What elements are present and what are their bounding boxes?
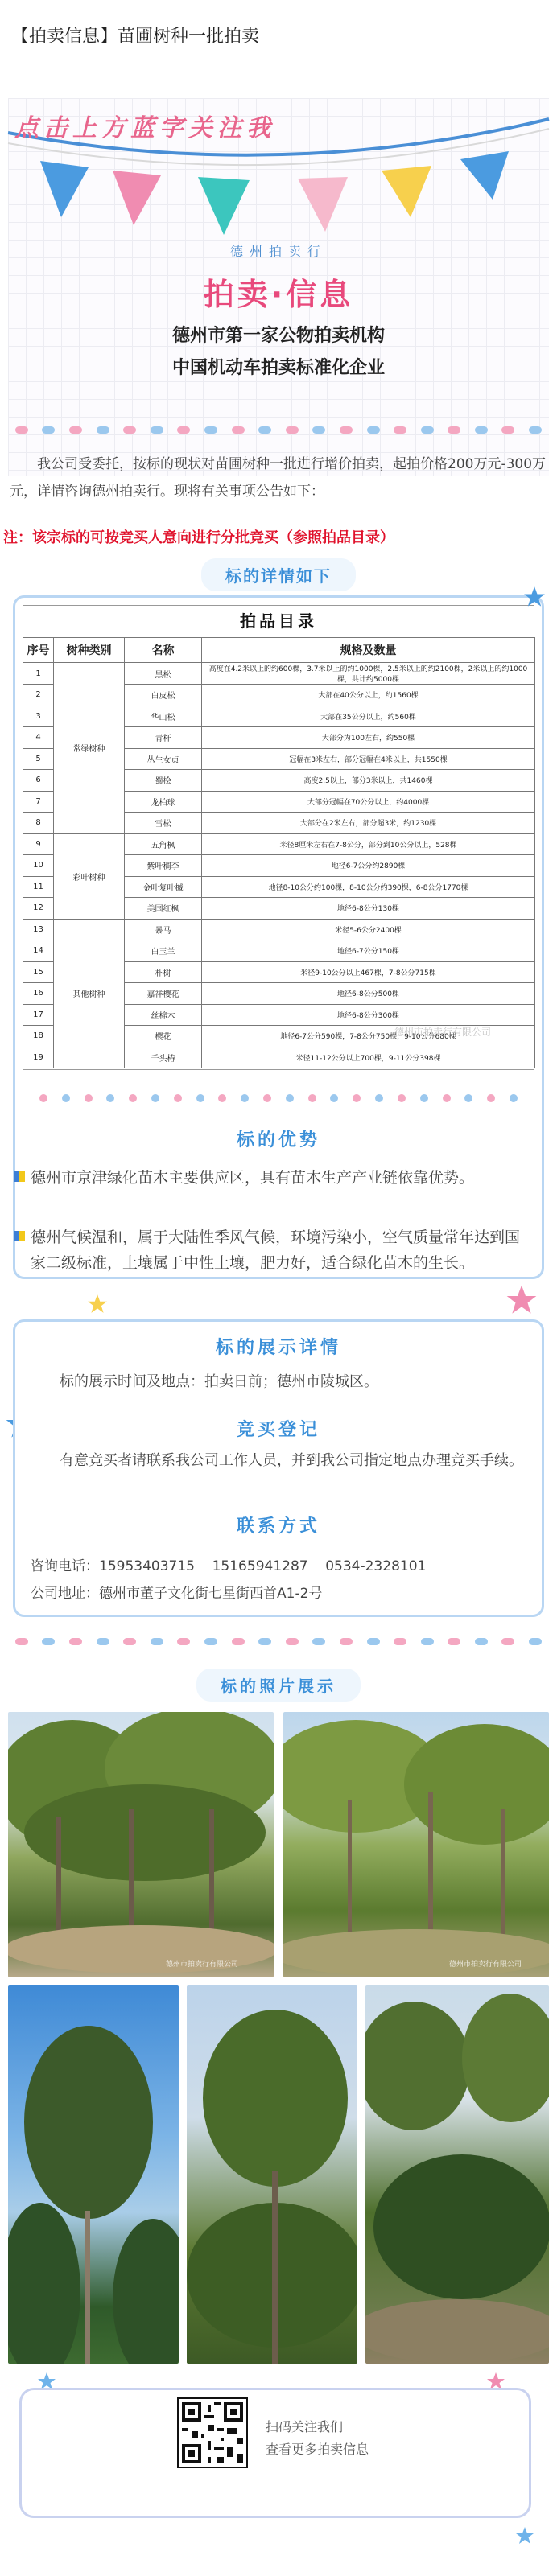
row-name: 樱花: [125, 1026, 202, 1047]
row-spec: 大部在35公分以上，约560棵: [202, 706, 535, 727]
flag-teal: [198, 177, 250, 235]
intro-paragraph: 我公司受委托，按标的现状对苗圃树种一批进行增价拍卖，起拍价格200万元-300万元，详情咨询德州拍卖行。现将有关事项公告如下：: [10, 456, 547, 500]
advantage-item-2: [31, 1224, 530, 1276]
batch-notice: 注：该宗标的可按竞买人意向进行分批竞买（参照拍品目录）: [3, 529, 394, 546]
row-spec: 高度2.5以上，部分3米以上，共1460棵: [202, 770, 535, 792]
tree-photo-5[interactable]: [365, 1985, 549, 2364]
register-text: 有意竞买者请联系我公司工作人员，并到我公司指定地点办理竞买手续。: [60, 1452, 523, 1469]
flag-lightpink: [298, 177, 348, 232]
row-spec: 冠幅在3米左右，部分冠幅在4米以上，共1550棵: [202, 748, 535, 770]
row-spec: 大部分为100左右，约550棵: [202, 727, 535, 749]
register-title: 竞买登记: [236, 1420, 320, 1440]
row-spec: 地径6-7公分约2890棵: [202, 855, 535, 877]
row-name: 白玉兰: [125, 940, 202, 962]
catalog-title: 拍品目录: [240, 611, 317, 631]
phone-label: 咨询电话：: [31, 1558, 99, 1574]
row-name: 朴树: [125, 961, 202, 983]
contact-title: 联系方式: [236, 1516, 320, 1537]
row-number: 4: [23, 727, 54, 749]
row-spec: 大部分冠幅在70公分以上，约4000棵: [202, 791, 535, 813]
dot-divider: [0, 426, 557, 438]
banner-line-2: 中国机动车拍卖标准化企业: [171, 358, 385, 378]
tree-illustration: [8, 1985, 179, 2364]
row-number: 17: [23, 1004, 54, 1026]
photos-title-pill: [0, 1669, 557, 1702]
star-icon: [505, 1284, 538, 1316]
advantages-title: 标的优势: [236, 1130, 320, 1150]
header-no: 序号: [23, 638, 54, 663]
row-number: 2: [23, 685, 54, 706]
tree-illustration: [8, 1712, 274, 1977]
star-icon: [523, 586, 546, 608]
row-spec: 地径6-7公分590棵，7-8公分750棵，9-10公分680棵: [202, 1026, 535, 1047]
flag-blue-2: [460, 151, 509, 200]
photo-watermark: 德州市拍卖行有限公司: [166, 1961, 239, 1969]
row-name: 白皮松: [125, 685, 202, 706]
row-spec: 大部在40公分以上，约1560棵: [202, 685, 535, 706]
row-name: 龙柏球: [125, 791, 202, 813]
dot-divider-2: [0, 1094, 557, 1105]
row-number: 1: [23, 663, 54, 685]
tree-photo-4[interactable]: [187, 1985, 357, 2364]
table-row: [23, 663, 535, 685]
row-number: 15: [23, 961, 54, 983]
tree-illustration: [365, 1985, 549, 2364]
tree-photo-3[interactable]: [8, 1985, 179, 2364]
row-name: 美国红枫: [125, 898, 202, 920]
row-spec: 米径9-10公分以上467棵，7-8公分715棵: [202, 961, 535, 983]
qr-text-2: 查看更多拍卖信息: [266, 2442, 369, 2457]
display-title: 标的展示详情: [215, 1338, 341, 1358]
row-number: 9: [23, 833, 54, 855]
star-icon: [515, 2526, 534, 2545]
row-number: 18: [23, 1026, 54, 1047]
row-name: 蜀桧: [125, 770, 202, 792]
advantage-item-1: [31, 1165, 530, 1191]
table-row: [23, 833, 535, 855]
article-title: 【拍卖信息】苗圃树种一批拍卖: [11, 27, 260, 47]
tree-illustration: [283, 1712, 549, 1977]
row-name: 丝棉木: [125, 1004, 202, 1026]
row-spec: 大部分在2米左右，部分超3米，约1230棵: [202, 813, 535, 834]
header-name: 名称: [125, 638, 202, 663]
row-number: 13: [23, 919, 54, 940]
row-number: 3: [23, 706, 54, 727]
catalog-header-row: [23, 638, 535, 663]
row-spec: 地径6-8公分500棵: [202, 983, 535, 1005]
details-title: 标的详情如下: [201, 558, 356, 591]
header-category: 树种类别: [54, 638, 125, 663]
row-number: 10: [23, 855, 54, 877]
row-spec: 地径6-7公分150棵: [202, 940, 535, 962]
row-name: 金叶复叶槭: [125, 876, 202, 898]
row-spec: 米径5-6公分2400棵: [202, 919, 535, 940]
tree-illustration: [187, 1985, 357, 2364]
row-number: 8: [23, 813, 54, 834]
bullet-square-icon: [14, 1171, 25, 1182]
row-number: 19: [23, 1047, 54, 1068]
display-text: 标的展示时间及地点：拍卖日前；德州市陵城区。: [60, 1373, 378, 1390]
row-name: 青杆: [125, 727, 202, 749]
row-spec: 米径11-12公分以上700棵，9-11公分398棵: [202, 1047, 535, 1068]
row-name: 五角枫: [125, 833, 202, 855]
catalog-table: [23, 637, 535, 1068]
photos-title: 标的照片展示: [196, 1669, 361, 1702]
dot-divider-3: [0, 1638, 557, 1649]
row-name: 华山松: [125, 706, 202, 727]
header-spec: 规格及数量: [202, 638, 535, 663]
star-icon: [87, 1294, 108, 1315]
flag-pink: [113, 171, 161, 225]
row-name: 嘉祥樱花: [125, 983, 202, 1005]
row-number: 12: [23, 898, 54, 920]
tree-photo-2[interactable]: [283, 1712, 549, 1977]
row-spec: 地径6-8公分300棵: [202, 1004, 535, 1026]
row-name: 雪松: [125, 813, 202, 834]
row-category: 常绿树种: [54, 663, 125, 834]
row-name: 千头椿: [125, 1047, 202, 1068]
row-spec: 地径6-8公分130棵: [202, 898, 535, 920]
phone-2[interactable]: 15165941287: [212, 1558, 308, 1574]
row-number: 6: [23, 770, 54, 792]
row-category: 彩叶树种: [54, 833, 125, 919]
table-row: [23, 919, 535, 940]
advantage-text-2: 德州气候温和，属于大陆性季风气候，环境污染小，空气质量常年达到国家二级标准，土壤属于中性土壤，肥力好，适合绿化苗木的生长。: [31, 1228, 521, 1272]
bullet-square-icon: [14, 1231, 25, 1241]
row-number: 5: [23, 748, 54, 770]
tree-photo-1[interactable]: [8, 1712, 274, 1977]
row-spec: 高度在4.2米以上的约600棵，3.7米以上的约1000棵，2.5米以上的约2100棵，2米以上的约1000棵，共计约5000棵: [202, 663, 535, 685]
details-title-pill: [0, 558, 557, 591]
row-number: 16: [23, 983, 54, 1005]
row-name: 丛生女贞: [125, 748, 202, 770]
row-category: 其他树种: [54, 919, 125, 1068]
row-number: 7: [23, 791, 54, 813]
flag-blue: [40, 161, 89, 217]
row-name: 紫叶稠李: [125, 855, 202, 877]
photo-watermark: 德州市拍卖行有限公司: [449, 1961, 522, 1969]
row-number: 14: [23, 940, 54, 962]
catalog-watermark: 德州市拍卖行有限公司: [394, 1027, 492, 1038]
qr-text-1: 扫码关注我们: [266, 2419, 344, 2434]
banner-main-title: 拍卖·信息: [203, 277, 354, 312]
row-name: 暴马: [125, 919, 202, 940]
banner-sub-label: 德州拍卖行: [229, 244, 327, 259]
row-number: 11: [23, 876, 54, 898]
row-spec: 地径8-10公分约100棵，8-10公分约390棵，6-8公分1770棵: [202, 876, 535, 898]
contact-phones: [31, 1554, 426, 1574]
phone-1[interactable]: 15953403715: [99, 1558, 195, 1574]
flag-yellow: [382, 166, 431, 217]
catalog-body: [23, 663, 535, 1068]
phone-3[interactable]: 0534-2328101: [325, 1558, 427, 1574]
advantage-text-1: 德州市京津绿化苗木主要供应区，具有苗木生产产业链依靠优势。: [31, 1169, 475, 1187]
row-spec: 米径8厘米左右在7-8公分，部分到10公分以上，528棵: [202, 833, 535, 855]
banner-line-1: 德州市第一家公物拍卖机构: [171, 326, 385, 346]
row-name: 黑松: [125, 663, 202, 685]
follow-slogan: 点击上方蓝字关注我: [14, 114, 275, 142]
contact-address: 公司地址：德州市董子文化街七星街西首A1-2号: [31, 1586, 323, 1602]
qr-code[interactable]: [177, 2397, 248, 2468]
